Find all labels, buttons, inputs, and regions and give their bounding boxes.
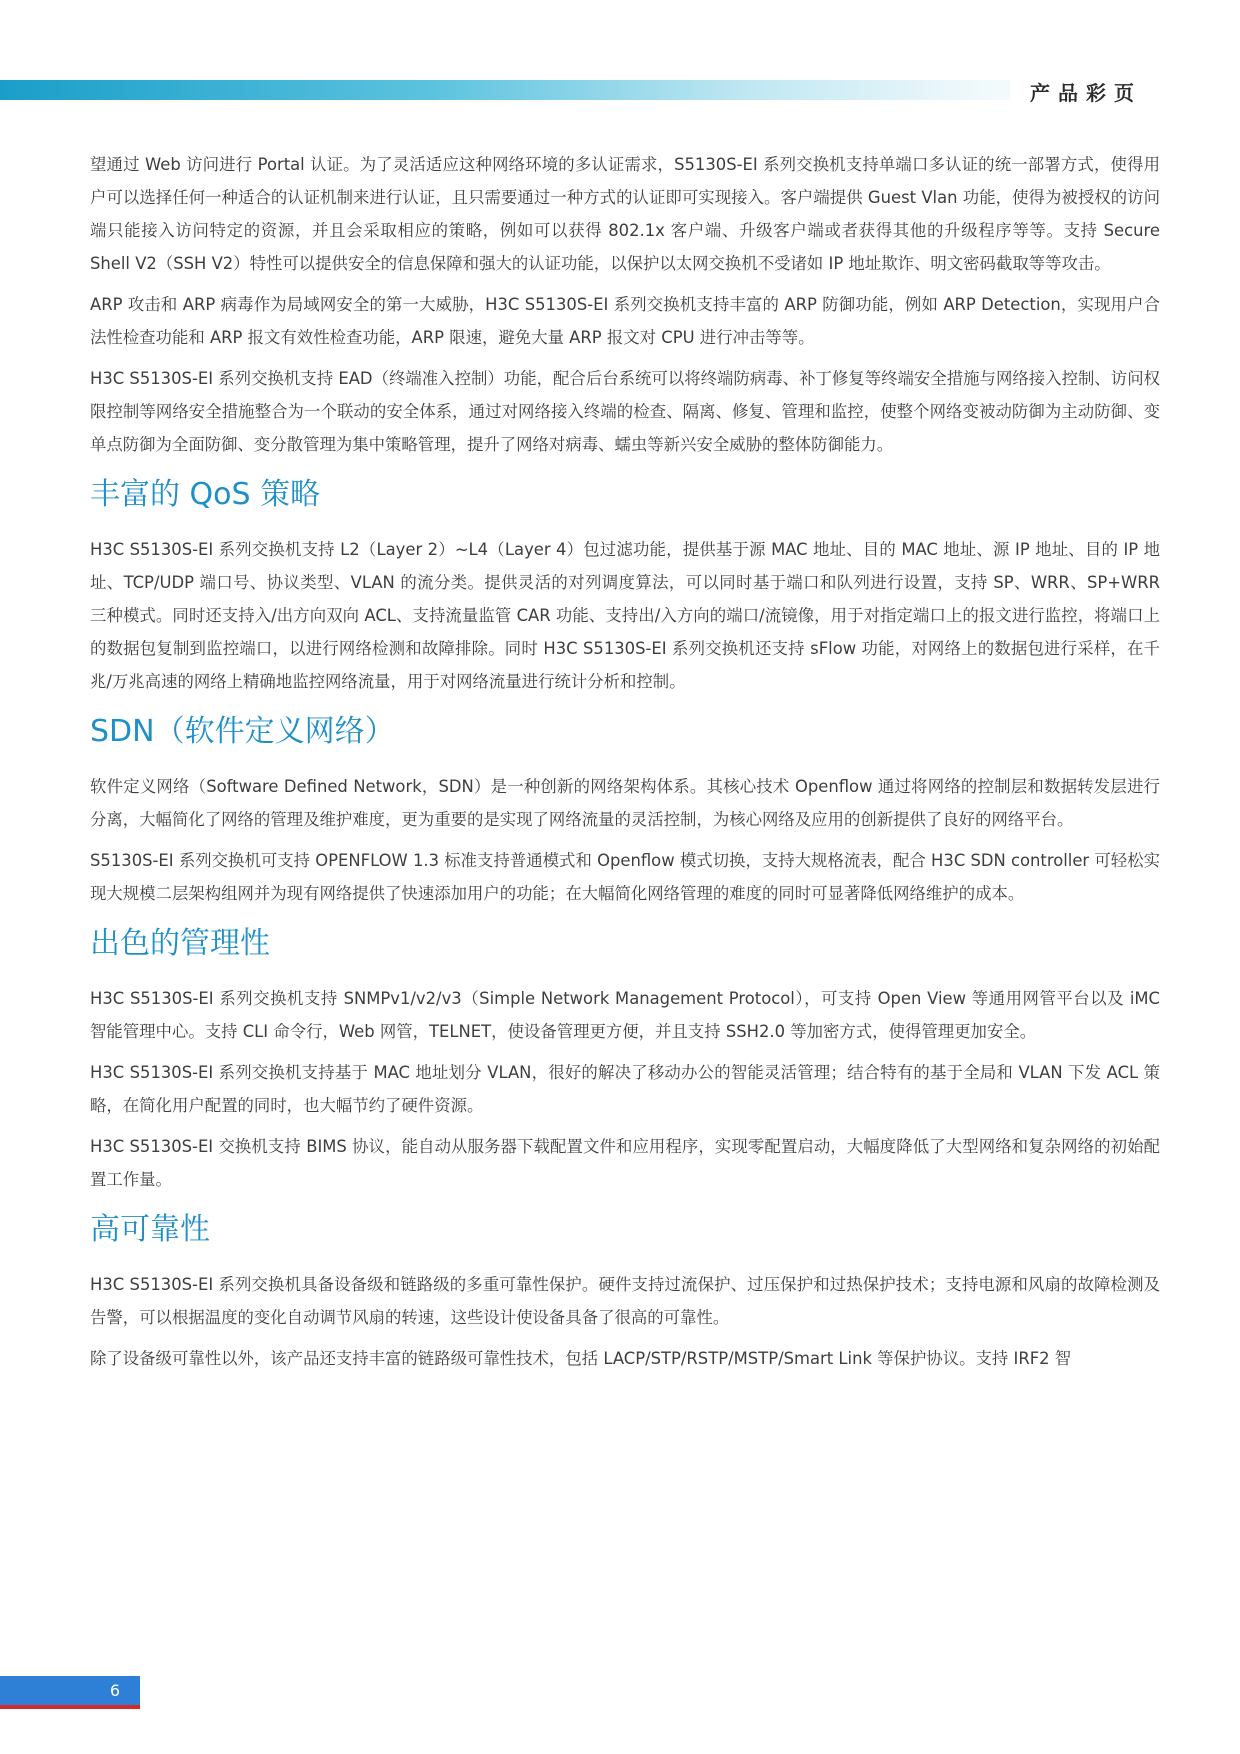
sdn-heading: SDN（软件定义网络） <box>90 714 395 749</box>
qos-heading: 丰富的 QoS 策略 <box>90 477 321 512</box>
management-paragraph-1: H3C S5130S-EI 系列交换机支持 SNMPv1/v2/v3（Simple Network Management Protocol），可支持 Open View 等通用网管平台以及 iMC 智能管理中心。支持 CLI 命令行，Web 网管，TELNET，使设备管理更方便，并且支持 SSH2.0 等加密方式，使得管理更加安全。 <box>90 989 1160 1041</box>
footer-red-line <box>0 1705 140 1709</box>
reliability-paragraph-1: H3C S5130S-EI 系列交换机具备设备级和链路级的多重可靠性保护。硬件支持过流保护、过压保护和过热保护技术；支持电源和风扇的故障检测及告警，可以根据温度的变化自动调节风扇的转速，这些设计使设备具备了很高的可靠性。 <box>90 1275 1160 1327</box>
intro-paragraph-2: ARP 攻击和 ARP 病毒作为局域网安全的第一大威胁，H3C S5130S-EI 系列交换机支持丰富的 ARP 防御功能，例如 ARP Detection，实现用户合法性检查功能和 ARP 报文有效性检查功能，ARP 限速，避免大量 ARP 报文对 CPU 进行冲击等等。 <box>90 295 1160 347</box>
management-paragraph-2: H3C S5130S-EI 系列交换机支持基于 MAC 地址划分 VLAN，很好的解决了移动办公的智能灵活管理；结合特有的基于全局和 VLAN 下发 ACL 策略，在简化用户配置的同时，也大幅节约了硬件资源。 <box>90 1063 1160 1115</box>
main-content <box>90 148 1160 1383</box>
management-heading: 出色的管理性 <box>90 926 270 961</box>
page-number: 6 <box>109 1681 121 1700</box>
qos-paragraph-1: H3C S5130S-EI 系列交换机支持 L2（Layer 2）~L4（Layer 4）包过滤功能，提供基于源 MAC 地址、目的 MAC 地址、源 IP 地址、目的 IP 地址、TCP/UDP 端口号、协议类型、VLAN 的流分类。提供灵活的对列调度算法，可以同时基于端口和队列进行设置，支持 SP、WRR、SP+WRR 三种模式。同时还支持入/出方向双向 ACL、支持流量监管 CAR 功能、支持出/入方向的端口/流镜像，用于对指定端口上的报文进行监控，将端口上的数据包复制到监控端口，以进行网络检测和故障排除。同时 H3C S5130S-EI 系列交换机还支持 sFlow 功能，对网络上的数据包进行采样，在千兆/万兆高速的网络上精确地监控网络流量，用于对网络流量进行统计分析和控制。 <box>90 540 1160 691</box>
header-title: 产品彩页 <box>1010 78 1220 108</box>
sdn-paragraph-1: 软件定义网络（Software Defined Network，SDN）是一种创新的网络架构体系。其核心技术 Openflow 通过将网络的控制层和数据转发层进行分离，大幅简化了网络的管理及维护难度，更为重要的是实现了网络流量的灵活控制，为核心网络及应用的创新提供了良好的网络平台。 <box>90 777 1160 829</box>
reliability-heading: 高可靠性 <box>90 1212 210 1247</box>
intro-paragraph-3: H3C S5130S-EI 系列交换机支持 EAD（终端准入控制）功能，配合后台系统可以将终端防病毒、补丁修复等终端安全措施与网络接入控制、访问权限控制等网络安全措施整合为一个联动的安全体系，通过对网络接入终端的检查、隔离、修复、管理和监控，使整个网络变被动防御为主动防御、变单点防御为全面防御、变分散管理为集中策略管理，提升了网络对病毒、蠕虫等新兴安全威胁的整体防御能力。 <box>90 369 1160 454</box>
intro-paragraph-1: 望通过 Web 访问进行 Portal 认证。为了灵活适应这种网络环境的多认证需求，S5130S-EI 系列交换机支持单端口多认证的统一部署方式，使得用户可以选择任何一种适合的认证机制来进行认证，且只需要通过一种方式的认证即可实现接入。客户端提供 Guest Vlan 功能，使得为被授权的访问端只能接入访问特定的资源，并且会采取相应的策略，例如可以获得 802.1x 客户端、升级客户端或者获得其他的升级程序等等。支持 Secure Shell V2（SSH V2）特性可以提供安全的信息保障和强大的认证功能，以保护以太网交换机不受诸如 IP 地址欺诈、明文密码截取等等攻击。 <box>90 155 1160 273</box>
management-paragraph-3: H3C S5130S-EI 交换机支持 BIMS 协议，能自动从服务器下载配置文件和应用程序，实现零配置启动，大幅度降低了大型网络和复杂网络的初始配置工作量。 <box>90 1137 1160 1189</box>
sdn-paragraph-2: S5130S-EI 系列交换机可支持 OPENFLOW 1.3 标准支持普通模式和 Openflow 模式切换，支持大规格流表，配合 H3C SDN controller 可轻松实现大规模二层架构组网并为现有网络提供了快速添加用户的功能；在大幅简化网络管理的难度的同时可显著降低网络维护的成本。 <box>90 851 1160 903</box>
reliability-paragraph-2: 除了设备级可靠性以外，该产品还支持丰富的链路级可靠性技术，包括 LACP/STP/RSTP/MSTP/Smart Link 等保护协议。支持 IRF2 智 <box>90 1349 1072 1368</box>
